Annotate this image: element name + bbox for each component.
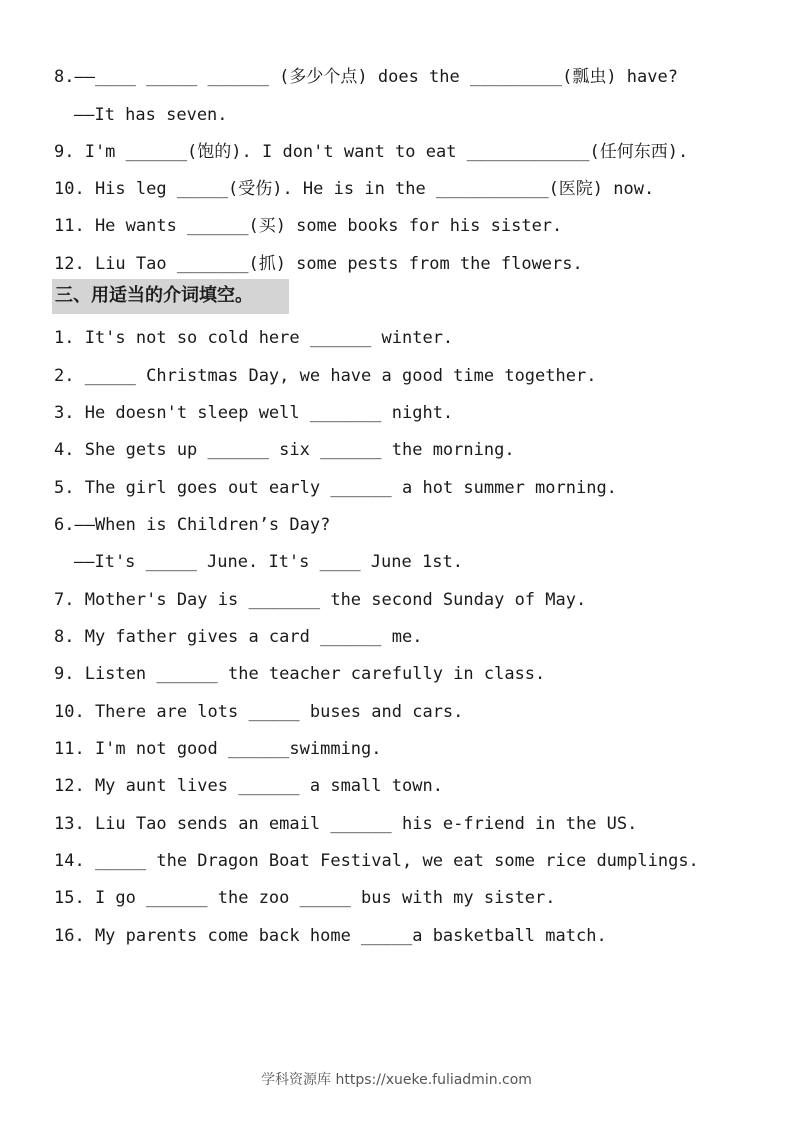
prep-question-4: 4. She gets up ______ six ______ the morning. bbox=[54, 440, 515, 460]
prep-question-16: 16. My parents come back home _____a basketball match. bbox=[54, 926, 607, 946]
prep-question-2: 2. _____ Christmas Day, we have a good time together. bbox=[54, 366, 597, 386]
prep-question-10: 10. There are lots _____ buses and cars. bbox=[54, 702, 464, 722]
prep-question-6: 6.——When is Children’s Day? bbox=[54, 515, 331, 535]
prep-question-6-answer: ——It's _____ June. It's ____ June 1st. bbox=[74, 552, 463, 572]
section-3-heading bbox=[52, 279, 289, 314]
question-12: 12. Liu Tao _______(抓) some pests from the flowers. bbox=[54, 254, 583, 274]
prep-question-14: 14. _____ the Dragon Boat Festival, we eat some rice dumplings. bbox=[54, 851, 699, 871]
question-11: 11. He wants ______(买) some books for his sister. bbox=[54, 216, 563, 236]
prep-question-7: 7. Mother's Day is _______ the second Sunday of May. bbox=[54, 590, 587, 610]
prep-question-15: 15. I go ______ the zoo _____ bus with my sister. bbox=[54, 888, 556, 908]
question-9: 9. I'm ______(饱的). I don't want to eat ____________(任何东西). bbox=[54, 142, 689, 162]
question-8-answer: ——It has seven. bbox=[74, 105, 228, 125]
footer-source: 学科资源库 https://xueke.fuliadmin.com bbox=[261, 1072, 532, 1088]
prep-question-5: 5. The girl goes out early ______ a hot summer morning. bbox=[54, 478, 617, 498]
prep-question-3: 3. He doesn't sleep well _______ night. bbox=[54, 403, 454, 423]
prep-question-12: 12. My aunt lives ______ a small town. bbox=[54, 776, 443, 796]
prep-question-9: 9. Listen ______ the teacher carefully in class. bbox=[54, 664, 546, 684]
prep-question-13: 13. Liu Tao sends an email ______ his e-friend in the US. bbox=[54, 814, 638, 834]
section-3-heading-text: 三、用适当的介词填空。 bbox=[55, 285, 253, 306]
question-10: 10. His leg _____(受伤). He is in the ___________(医院) now. bbox=[54, 179, 655, 199]
prep-question-1: 1. It's not so cold here ______ winter. bbox=[54, 328, 454, 348]
question-8: 8.——____ _____ ______ (多少个点) does the _________(瓢虫) have? bbox=[54, 67, 678, 87]
prep-question-11: 11. I'm not good ______swimming. bbox=[54, 739, 382, 759]
prep-question-8: 8. My father gives a card ______ me. bbox=[54, 627, 423, 647]
